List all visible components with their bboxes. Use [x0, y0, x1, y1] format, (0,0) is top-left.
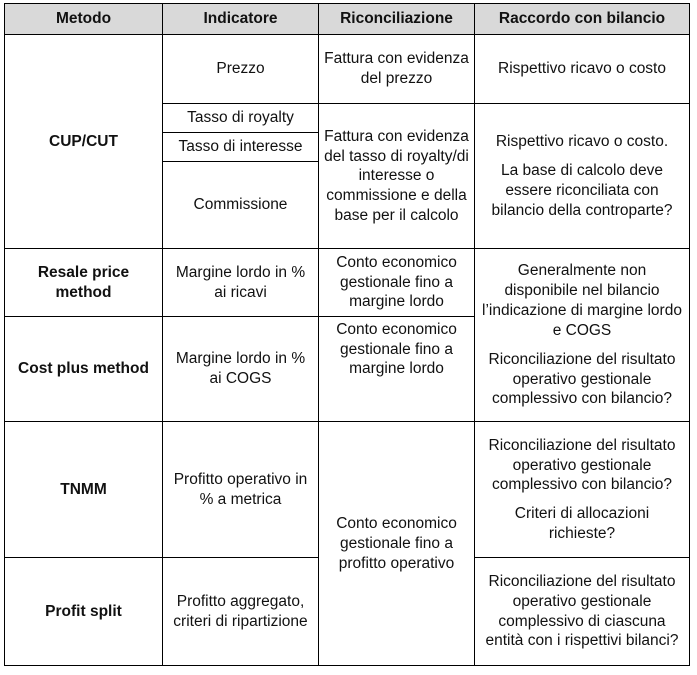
indicatore-tnmm: Profitto operativo in % a metrica [163, 422, 319, 558]
indicatore-interesse: Tasso di interesse [163, 132, 319, 161]
header-row [5, 4, 690, 35]
metodo-resale: Resale price method [5, 249, 163, 316]
rac-tasso [475, 104, 690, 249]
ric-costplus: Conto economico gestionale fino a margine lordo [319, 316, 475, 422]
metodo-costplus: Cost plus method [5, 316, 163, 422]
header-riconciliazione: Riconciliazione [319, 4, 475, 35]
table-row [5, 35, 690, 104]
ric-tasso: Fattura con evidenza del tasso di royalty/di interesse o commissione e della base per il calcolo [319, 104, 475, 249]
indicatore-profit: Profitto aggregato, criteri di ripartizione [163, 558, 319, 666]
rac-margine-a: Generalmente non disponibile nel bilancio l’indicazione di margine lordo e COGS [482, 262, 682, 339]
rac-prezzo: Rispettivo ricavo o costo [475, 35, 690, 104]
indicatore-resale: Margine lordo in % ai ricavi [163, 249, 319, 316]
rac-profit: Riconciliazione del risultato operativo gestionale complessivo di ciascuna entità con i rispettivi bilanci? [475, 558, 690, 666]
transfer-pricing-table [4, 3, 690, 666]
metodo-cup: CUP/CUT [5, 35, 163, 249]
ric-resale: Conto economico gestionale fino a margine lordo [319, 249, 475, 316]
header-indicatore: Indicatore [163, 4, 319, 35]
rac-margine [475, 249, 690, 422]
rac-tnmm-a: Riconciliazione del risultato operativo gestionale complessivo con bilancio? [488, 436, 676, 494]
indicatore-royalty: Tasso di royalty [163, 104, 319, 132]
ric-operativo: Conto economico gestionale fino a profitto operativo [319, 422, 475, 666]
header-metodo: Metodo [5, 4, 163, 35]
ric-prezzo: Fattura con evidenza del prezzo [319, 35, 475, 104]
table-row [5, 249, 690, 316]
indicatore-commissione: Commissione [163, 161, 319, 249]
rac-margine-b: Riconciliazione del risultato operativo gestionale complessivo con bilancio? [488, 350, 676, 408]
rac-tnmm [475, 422, 690, 558]
rac-tnmm-b: Criteri di allocazioni richieste? [514, 505, 650, 543]
table-row [5, 422, 690, 558]
indicatore-costplus: Margine lordo in % ai COGS [163, 316, 319, 422]
rac-tasso-a: Rispettivo ricavo o costo. [495, 133, 669, 151]
indicatore-prezzo: Prezzo [163, 35, 319, 104]
header-raccordo: Raccordo con bilancio [475, 4, 690, 35]
metodo-tnmm: TNMM [5, 422, 163, 558]
rac-tasso-b: La base di calcolo deve essere riconciliata con bilancio della controparte? [491, 162, 673, 219]
metodo-profit: Profit split [5, 558, 163, 666]
